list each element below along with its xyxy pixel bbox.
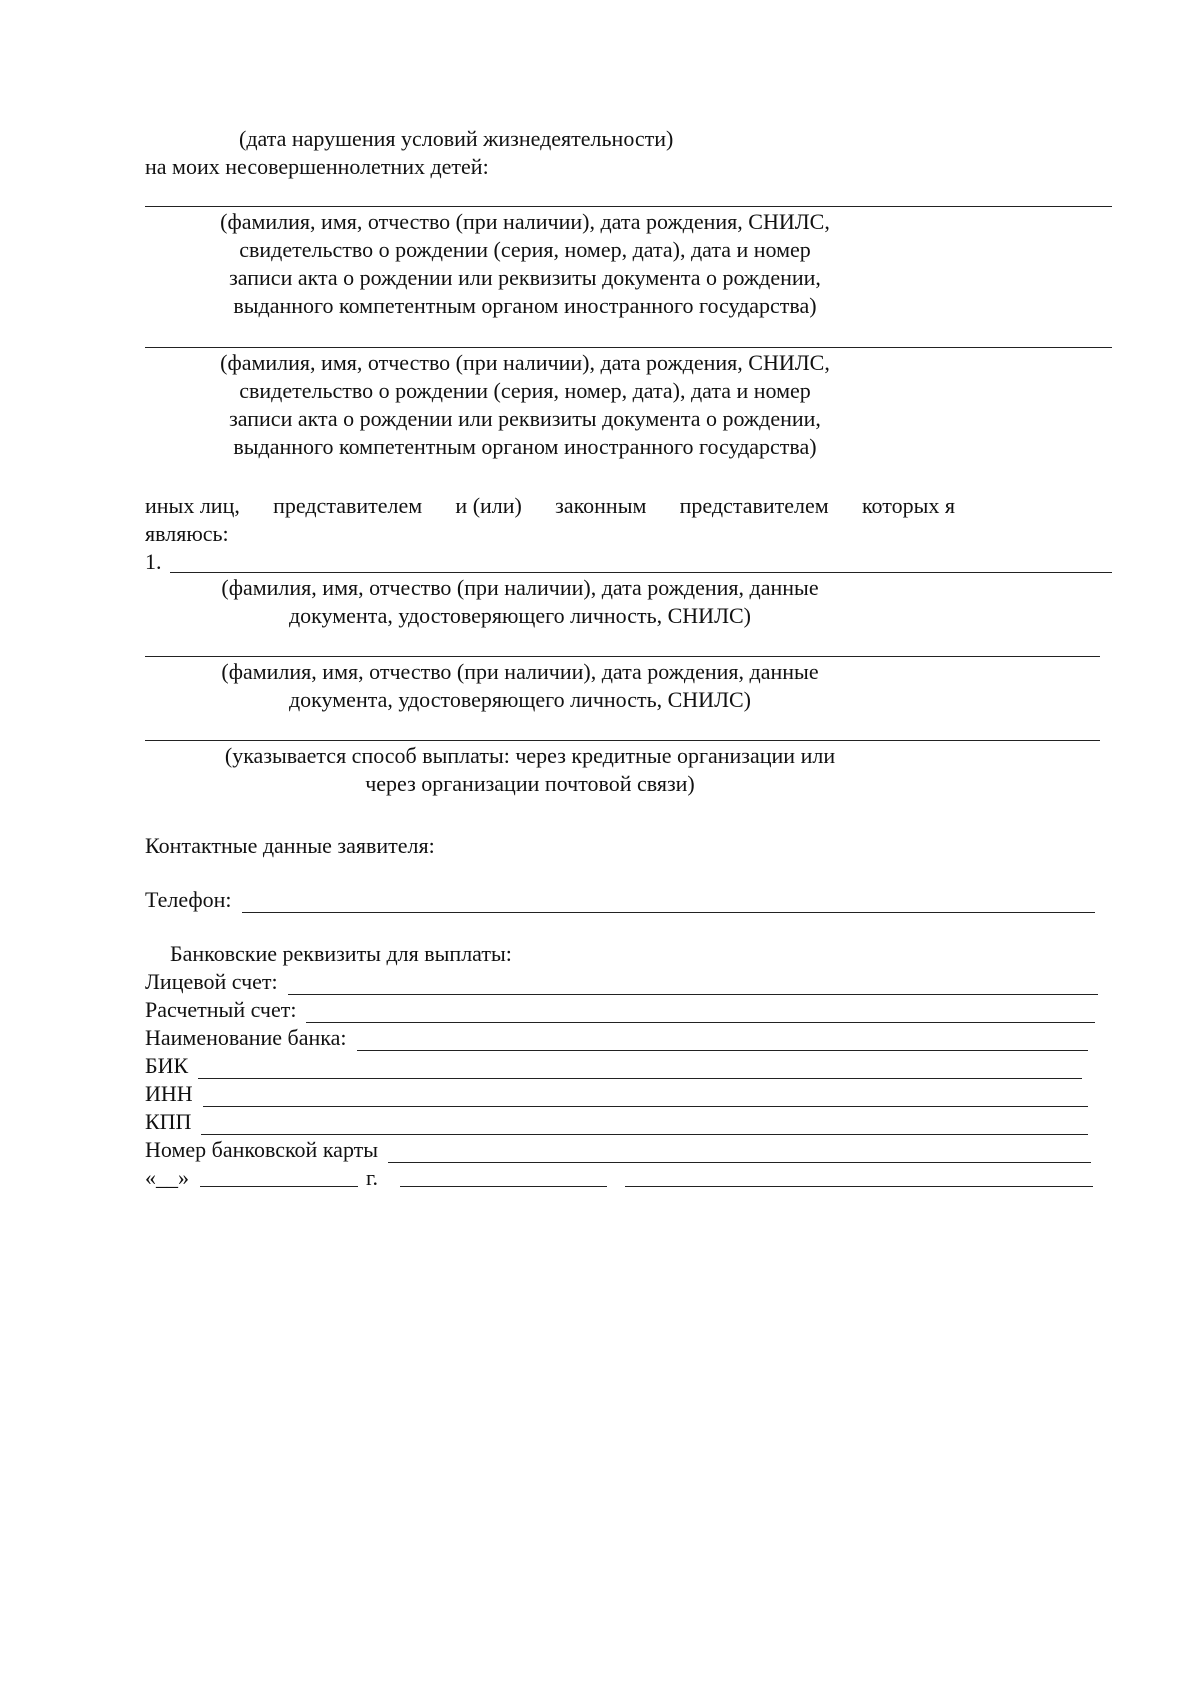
signature-year-suffix: г. — [366, 1165, 379, 1190]
caption-line: (фамилия, имя, отчество (при наличии), дата рождения, данные — [221, 659, 819, 684]
signature-name-line[interactable] — [625, 1186, 1093, 1187]
person-1-line[interactable] — [170, 572, 1112, 573]
caption-line: (фамилия, имя, отчество (при наличии), дата рождения, данные — [221, 575, 819, 600]
field-label: БИК — [145, 1053, 189, 1078]
caption-line: записи акта о рождении или реквизиты документа о рождении, — [229, 265, 821, 290]
person-1-caption — [170, 574, 870, 630]
payment-line[interactable] — [145, 740, 1100, 741]
field-label: Лицевой счет: — [145, 969, 278, 994]
field-input-line[interactable] — [198, 1060, 1082, 1079]
field-input-line[interactable] — [388, 1144, 1091, 1163]
intro-word: представителем — [273, 493, 423, 518]
intro-word: иных лиц, — [145, 493, 240, 518]
caption-line: (указывается способ выплаты: через кредитные организации или — [224, 743, 836, 768]
signature-month-line[interactable] — [200, 1186, 358, 1187]
field-label: КПП — [145, 1109, 192, 1134]
bank-field-bik[interactable] — [145, 1053, 1082, 1079]
signature-sign-line[interactable] — [400, 1186, 607, 1187]
others-intro — [145, 493, 955, 519]
field-input-line[interactable] — [288, 976, 1098, 995]
intro-word: и (или) — [455, 493, 522, 518]
bank-field-card[interactable] — [145, 1137, 1091, 1163]
payment-caption — [170, 742, 890, 798]
bank-title: Банковские реквизиты для выплаты: — [170, 941, 512, 966]
caption-line: (фамилия, имя, отчество (при наличии), дата рождения, СНИЛС, — [220, 350, 830, 375]
others-intro-line2: являюсь: — [145, 521, 229, 546]
bank-field-settlement[interactable] — [145, 997, 1095, 1023]
signature-day: «__» — [145, 1165, 189, 1190]
caption-line: документа, удостоверяющего личность, СНИЛС) — [288, 687, 751, 712]
bank-field-account[interactable] — [145, 969, 1098, 995]
intro-word: представителем — [679, 493, 829, 518]
field-input-line[interactable] — [203, 1088, 1088, 1107]
phone-label: Телефон: — [145, 887, 232, 912]
field-label: Номер банковской карты — [145, 1137, 379, 1162]
caption-line: свидетельство о рождении (серия, номер, дата), дата и номер — [239, 237, 811, 262]
caption-line: выданного компетентным органом иностранного государства) — [233, 293, 817, 318]
bank-field-inn[interactable] — [145, 1081, 1088, 1107]
child-2-line[interactable] — [145, 347, 1112, 348]
child-1-line[interactable] — [145, 206, 1112, 207]
field-input-line[interactable] — [357, 1032, 1088, 1051]
field-label: Наименование банка: — [145, 1025, 347, 1050]
person-2-line[interactable] — [145, 656, 1100, 657]
intro-word: которых я — [861, 493, 955, 518]
item-number: 1. — [145, 549, 162, 574]
intro-word: законным — [555, 493, 647, 518]
caption-line: через организации почтовой связи) — [365, 771, 695, 796]
child-1-caption — [175, 208, 875, 320]
field-input-line[interactable] — [201, 1116, 1088, 1135]
phone-field[interactable] — [145, 887, 1095, 913]
phone-input-line[interactable] — [242, 894, 1095, 913]
caption-line: свидетельство о рождении (серия, номер, дата), дата и номер — [239, 378, 811, 403]
date-caption: (дата нарушения условий жизнедеятельности) — [239, 126, 674, 151]
caption-line: (фамилия, имя, отчество (при наличии), дата рождения, СНИЛС, — [220, 209, 830, 234]
caption-line: выданного компетентным органом иностранного государства) — [233, 434, 817, 459]
contacts-title: Контактные данные заявителя: — [145, 833, 435, 858]
child-2-caption — [175, 349, 875, 461]
field-label: Расчетный счет: — [145, 997, 297, 1022]
caption-line: записи акта о рождении или реквизиты документа о рождении, — [229, 406, 821, 431]
person-2-caption — [170, 658, 870, 714]
field-input-line[interactable] — [306, 1004, 1095, 1023]
bank-field-kpp[interactable] — [145, 1109, 1088, 1135]
bank-field-bank-name[interactable] — [145, 1025, 1088, 1051]
field-label: ИНН — [145, 1081, 193, 1106]
children-intro: на моих несовершеннолетних детей: — [145, 154, 489, 179]
caption-line: документа, удостоверяющего личность, СНИЛС) — [288, 603, 751, 628]
